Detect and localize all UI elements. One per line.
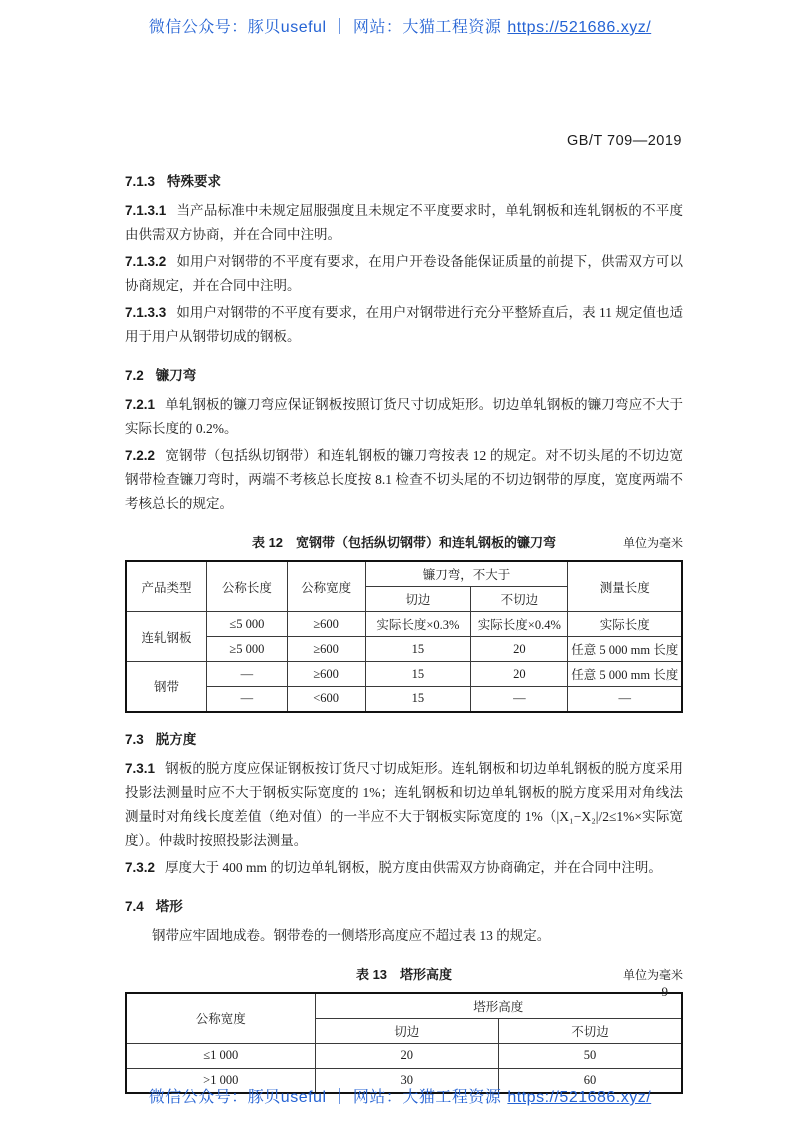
column-header-camber: 镰刀弯，不大于 [365,561,568,587]
clause-title: 塔形 [155,898,183,914]
table-cell: <600 [287,687,365,712]
column-header-width: 公称宽度 [287,561,365,612]
table-cell: ≤1 000 [126,1043,315,1068]
clause-title: 脱方度 [155,731,197,747]
table-cell: 60 [499,1068,683,1093]
table-cell: ≥600 [287,612,365,637]
table-row [126,662,682,687]
table-13-header-row-1 [126,993,682,1019]
table-cell: 30 [315,1068,498,1093]
clause-number: 7.3 [125,731,144,747]
table-cell: 实际长度×0.4% [471,612,568,637]
column-header-tower-height: 塔形高度 [315,993,682,1019]
standard-number: GB/T 709—2019 [566,133,682,149]
table-cell-product: 连轧钢板 [126,612,207,662]
clause-number: 7.3.1 [125,760,156,776]
clause-number: 7.1.3 [125,174,156,189]
table-cell: ≥5 000 [207,637,288,662]
column-header-product: 产品类型 [126,561,207,612]
table-cell: 任意 5 000 mm 长度 [568,637,682,662]
column-header-length: 公称长度 [207,561,288,612]
table-13-caption: 表 13 塔形高度 [355,966,453,982]
table-cell: 任意 5 000 mm 长度 [568,662,682,687]
watermark-link[interactable]: https://521686.xyz/ [507,1089,652,1106]
clause-paragraph-7-1-3-3 [125,301,683,349]
table-cell: 15 [365,637,471,662]
clause-number: 7.1.3.2 [125,254,167,269]
clause-text: 单轧钢板的镰刀弯应保证钢板按照订货尺寸切成矩形。切边单轧钢板的镰刀弯应不大于实际长度的 0.2%。 [125,397,683,436]
table-cell: 实际长度 [568,612,682,637]
watermark-link[interactable]: https://521686.xyz/ [507,19,652,36]
watermark-banner-bottom [0,1084,800,1107]
table-row [126,687,682,712]
table-row [126,612,682,637]
table-12-caption: 表 12 宽钢带（包括纵切钢带）和连轧钢板的镰刀弯 [251,535,557,550]
table-13-caption-row [125,964,683,984]
table-12-unit: 单位为毫米 [622,536,683,550]
table-cell: 50 [499,1043,683,1068]
table-cell: ≥600 [287,662,365,687]
heading-7-4 [125,895,683,915]
clause-paragraph-7-2-1 [125,393,683,441]
table-cell: 15 [365,662,471,687]
watermark-banner-top [0,14,800,37]
table-row [126,1043,682,1068]
clause-text: 厚度大于 400 mm 的切边单轧钢板，脱方度由供需双方协商确定，并在合同中注明。 [165,859,662,875]
clause-text: 当产品标准中未规定屈服强度且未规定不平度要求时，单轧钢板和连轧钢板的不平度由供需双方协商，并在合同中注明。 [125,203,683,242]
table-12-caption-row [125,532,683,552]
clause-text: 如用户对钢带的不平度有要求，在用户开卷设备能保证质量的前提下，供需双方可以协商规定，并在合同中注明。 [125,254,683,293]
table-cell: 20 [471,637,568,662]
clause-number: 7.1.3.1 [125,203,167,218]
page-content [125,170,683,1098]
clause-paragraph-7-2-2 [125,444,683,516]
table-cell: >1 000 [126,1068,315,1093]
column-header-cut-edge: 切边 [365,587,471,612]
column-header-width: 公称宽度 [126,993,315,1044]
heading-7-3 [125,728,683,748]
table-cell: — [207,662,288,687]
clause-number: 7.3.2 [125,859,156,875]
table-cell: 实际长度×0.3% [365,612,471,637]
heading-7-1-3 [125,170,683,190]
heading-7-2 [125,364,683,384]
clause-text: 如用户对钢带的不平度有要求，在用户对钢带进行充分平整矫直后，表 11 规定值也适用于用户从钢带切成的钢板。 [125,305,683,344]
clause-number: 7.2.2 [125,448,156,463]
table-cell: 20 [315,1043,498,1068]
watermark-text: 微信公众号：豚贝useful ｜ 网站：大猫工程资源 [148,19,502,36]
table-cell: — [207,687,288,712]
clause-paragraph-7-1-3-1 [125,199,683,247]
table-cell: ≥600 [287,637,365,662]
table-cell: ≤5 000 [207,612,288,637]
table-cell: 15 [365,687,471,712]
clause-paragraph-7-3-2 [125,856,683,880]
table-12 [125,560,683,713]
column-header-cut-edge: 切边 [315,1018,498,1043]
clause-paragraph-7-1-3-2 [125,250,683,298]
clause-number: 7.2.1 [125,397,156,412]
paragraph-7-4 [125,924,683,948]
column-header-uncut-edge: 不切边 [499,1018,683,1043]
table-13-unit: 单位为毫米 [622,967,683,982]
clause-text: 钢板的脱方度应保证钢板按订货尺寸切成矩形。连轧钢板和切边单轧钢板的脱方度采用投影法测量时应不大于钢板实际宽度的 1%；连轧钢板和切边单轧钢板的脱方度采用对角线法测量时对角线长度差值（绝对值）的一半应不大于钢板实际宽度的 1%（|X₁−X₂|/2≤1%×实际宽度）。仲裁时按照投影法测量。 [125,760,683,848]
table-cell-product: 钢带 [126,662,207,712]
table-13 [125,992,683,1095]
clause-number: 7.1.3.3 [125,305,167,320]
clause-paragraph-7-3-1 [125,757,683,853]
watermark-text: 微信公众号：豚贝useful ｜ 网站：大猫工程资源 [148,1089,502,1106]
clause-number: 7.2 [125,368,144,383]
clause-text: 宽钢带（包括纵切钢带）和连轧钢板的镰刀弯按表 12 的规定。对不切头尾的不切边宽钢带检查镰刀弯时，两端不考核总长度按 8.1 检查不切头尾的不切边钢带的厚度，宽度两端不考核总长的规定。 [125,448,683,511]
column-header-measure: 测量长度 [568,561,682,612]
column-header-uncut-edge: 不切边 [471,587,568,612]
clause-title: 特殊要求 [167,174,222,189]
clause-title: 镰刀弯 [155,368,197,383]
table-cell: — [471,687,568,712]
clause-number: 7.4 [125,898,144,914]
table-cell: — [568,687,682,712]
table-row [126,637,682,662]
clause-text: 钢带应牢固地成卷。钢带卷的一侧塔形高度应不超过表 13 的规定。 [152,927,551,943]
table-12-header-row-1 [126,561,682,587]
page-number: 9 [661,984,668,999]
table-cell: 20 [471,662,568,687]
